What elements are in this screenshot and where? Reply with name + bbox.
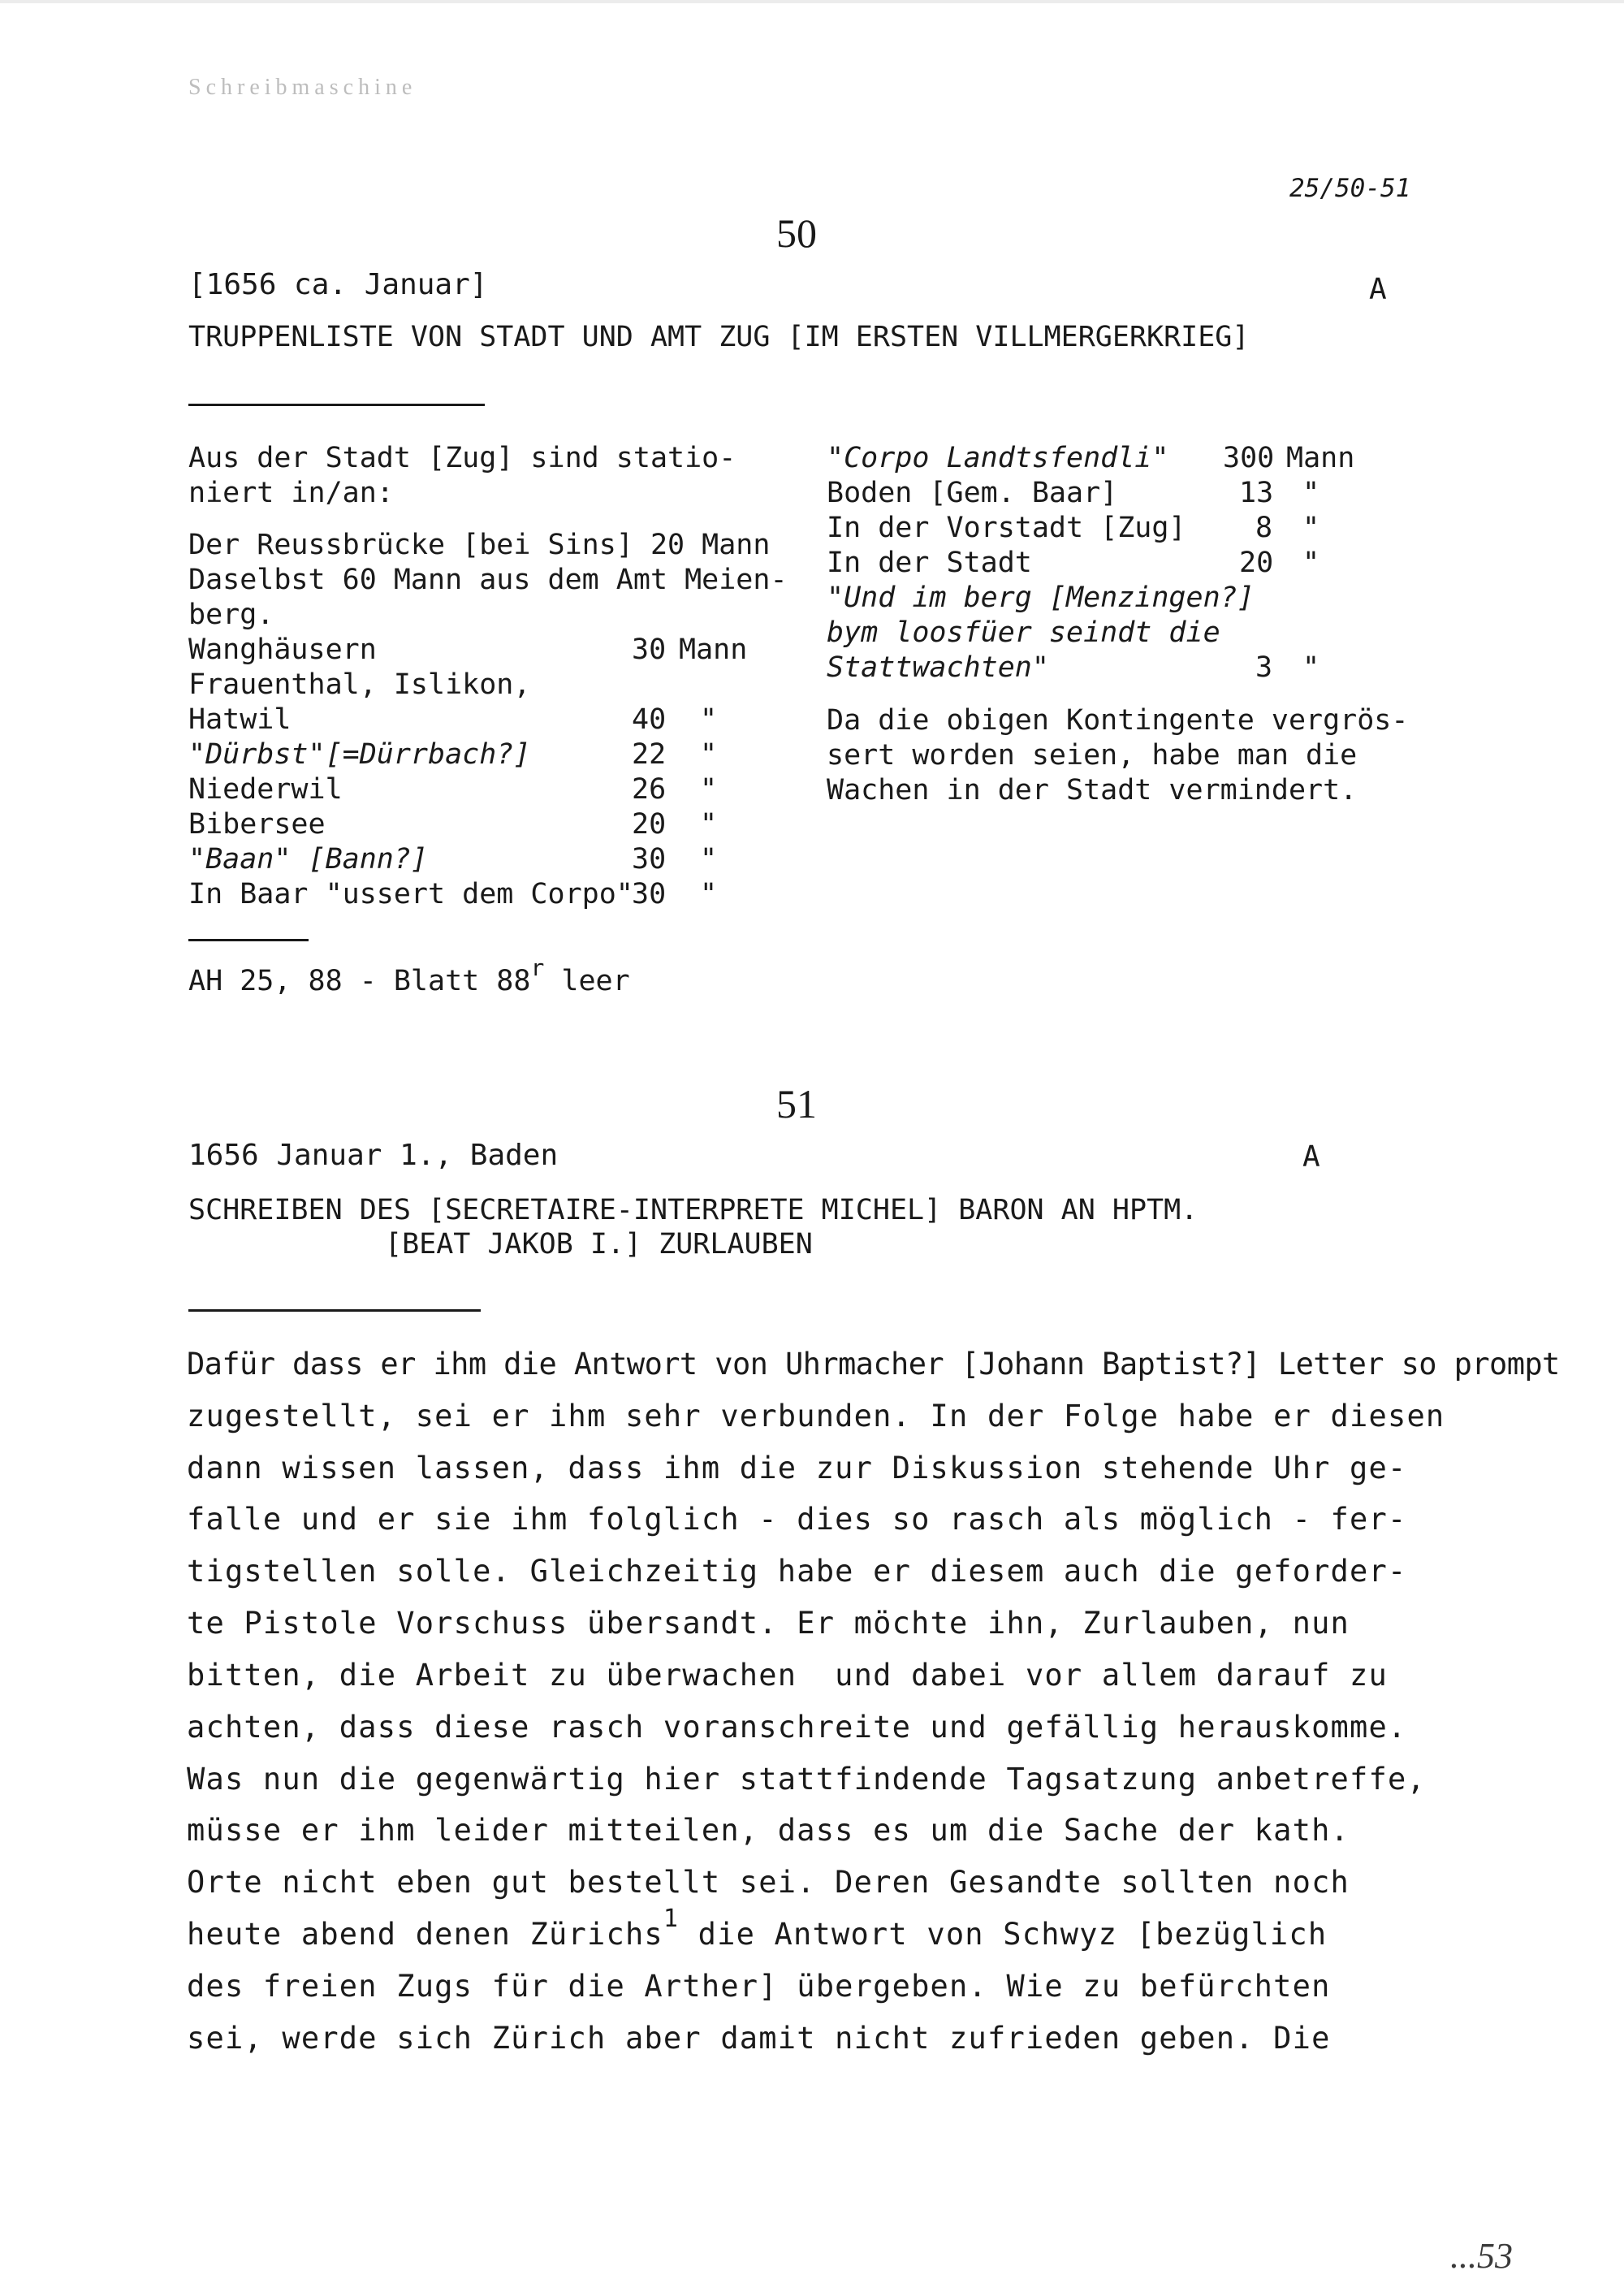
right-note-line: sert worden seien, habe man die xyxy=(827,739,1358,772)
body-line: müsse er ihm leider mitteilen, dass es um die Sache der kath. xyxy=(187,1813,1350,1848)
body-line: falle und er sie ihm folglich - dies so rasch als möglich - fer- xyxy=(187,1502,1407,1537)
troop-row: Boden [Gem. Baar] 13 " xyxy=(827,477,1320,509)
left-intro-line: niert in/an: xyxy=(188,477,394,509)
body-line: bitten, die Arbeit zu überwachen und dabei vor allem darauf zu xyxy=(187,1658,1388,1693)
right-note-line: Wachen in der Stadt vermindert. xyxy=(827,774,1358,807)
body-line: Orte nicht eben gut bestellt sei. Deren Gesandte sollten noch xyxy=(187,1865,1350,1900)
body-line: zugestellt, sei er ihm sehr verbunden. In der Folge habe er diesen xyxy=(187,1399,1445,1434)
doc50-title-rule xyxy=(188,404,485,406)
faint-header: Schreibmaschine xyxy=(188,75,417,100)
body-line: tigstellen solle. Gleichzeitig habe er diesem auch die geforder- xyxy=(187,1554,1407,1589)
troop-row: Bibersee 20 " xyxy=(188,808,718,841)
footnote-marker: 1 xyxy=(663,1905,680,1933)
troop-row: In Baar "ussert dem Corpo" 30 " xyxy=(188,878,718,910)
troop-row: bym loosfüer seindt die xyxy=(827,616,1220,649)
doc51-title-line-1: SCHREIBEN DES [SECRETAIRE-INTERPRETE MICHEL] BARON AN HPTM. xyxy=(188,1194,1199,1226)
troop-row: Wanghäusern 30 Mann xyxy=(188,634,748,666)
troop-row: "Dürbst"[=Dürrbach?] 22 " xyxy=(188,738,718,771)
troop-row: In der Vorstadt [Zug] 8 " xyxy=(827,512,1320,544)
page-reference: 25/50-51 xyxy=(1289,174,1411,203)
troop-row: Hatwil 40 " xyxy=(188,703,718,736)
doc51-number: 51 xyxy=(776,1081,817,1127)
troop-row: In der Stadt 20 " xyxy=(827,547,1320,579)
body-line-with-footnote: heute abend denen Zürichs$^1$ die Antwort von Schwyz [bezüglich xyxy=(187,1905,1328,1952)
troop-row: "Baan" [Bann?] 30 " xyxy=(188,843,718,876)
body-line: sei, werde sich Zürich aber damit nicht zufrieden geben. Die xyxy=(187,2021,1331,2056)
troop-row: Niederwil 26 " xyxy=(188,773,718,806)
page-stamp: ...53 xyxy=(1450,2236,1513,2276)
doc50-right-column xyxy=(827,442,1444,809)
doc50-title: TRUPPENLISTE VON STADT UND AMT ZUG [IM ERSTEN VILLMERGERKRIEG] xyxy=(188,321,1250,353)
doc51-letter: A xyxy=(1302,1140,1320,1174)
body-line: dann wissen lassen, dass ihm die zur Diskussion stehende Uhr ge- xyxy=(187,1451,1407,1485)
doc50-letter: A xyxy=(1369,273,1387,306)
doc50-source-rule xyxy=(188,939,309,941)
troop-row: "Und im berg [Menzingen?] xyxy=(827,582,1255,614)
doc51-title-rule xyxy=(188,1309,481,1312)
doc50-date: [1656 ca. Januar] xyxy=(188,268,488,301)
body-line: te Pistole Vorschuss übersandt. Er möchte ihn, Zurlauben, nun xyxy=(187,1606,1350,1641)
doc50-left-column xyxy=(188,442,806,913)
doc50-number: 50 xyxy=(776,210,817,256)
doc51-date: 1656 Januar 1., Baden xyxy=(188,1139,559,1172)
scan-top-edge xyxy=(0,0,1624,3)
troop-row: Stattwachten" 3 " xyxy=(827,651,1320,684)
doc50-source: AH 25, 88 - Blatt 88$^r$ leer xyxy=(188,954,630,997)
body-line: Dafür dass er ihm die Antwort von Uhrmacher [Johann Baptist?] Letter so prompt xyxy=(187,1347,1560,1382)
right-note-line: Da die obigen Kontingente vergrös- xyxy=(827,704,1409,737)
troop-row: Frauenthal, Islikon, xyxy=(188,668,531,701)
left-intro-line: Aus der Stadt [Zug] sind statio- xyxy=(188,442,736,474)
troop-row: berg. xyxy=(188,599,274,631)
body-line: Was nun die gegenwärtig hier stattfindende Tagsatzung anbetreffe, xyxy=(187,1762,1426,1797)
doc51-title-line-2: [BEAT JAKOB I.] ZURLAUBEN xyxy=(385,1228,813,1261)
troop-row: Daselbst 60 Mann aus dem Amt Meien- xyxy=(188,564,788,596)
troop-row: Der Reussbrücke [bei Sins] 20 Mann xyxy=(188,529,771,561)
body-line: achten, dass diese rasch voranschreite und gefällig herauskomme. xyxy=(187,1710,1407,1745)
troop-row: "Corpo Landtsfendli" 300 Mann xyxy=(827,442,1355,474)
body-line: des freien Zugs für die Arther] übergeben. Wie zu befürchten xyxy=(187,1969,1331,2004)
